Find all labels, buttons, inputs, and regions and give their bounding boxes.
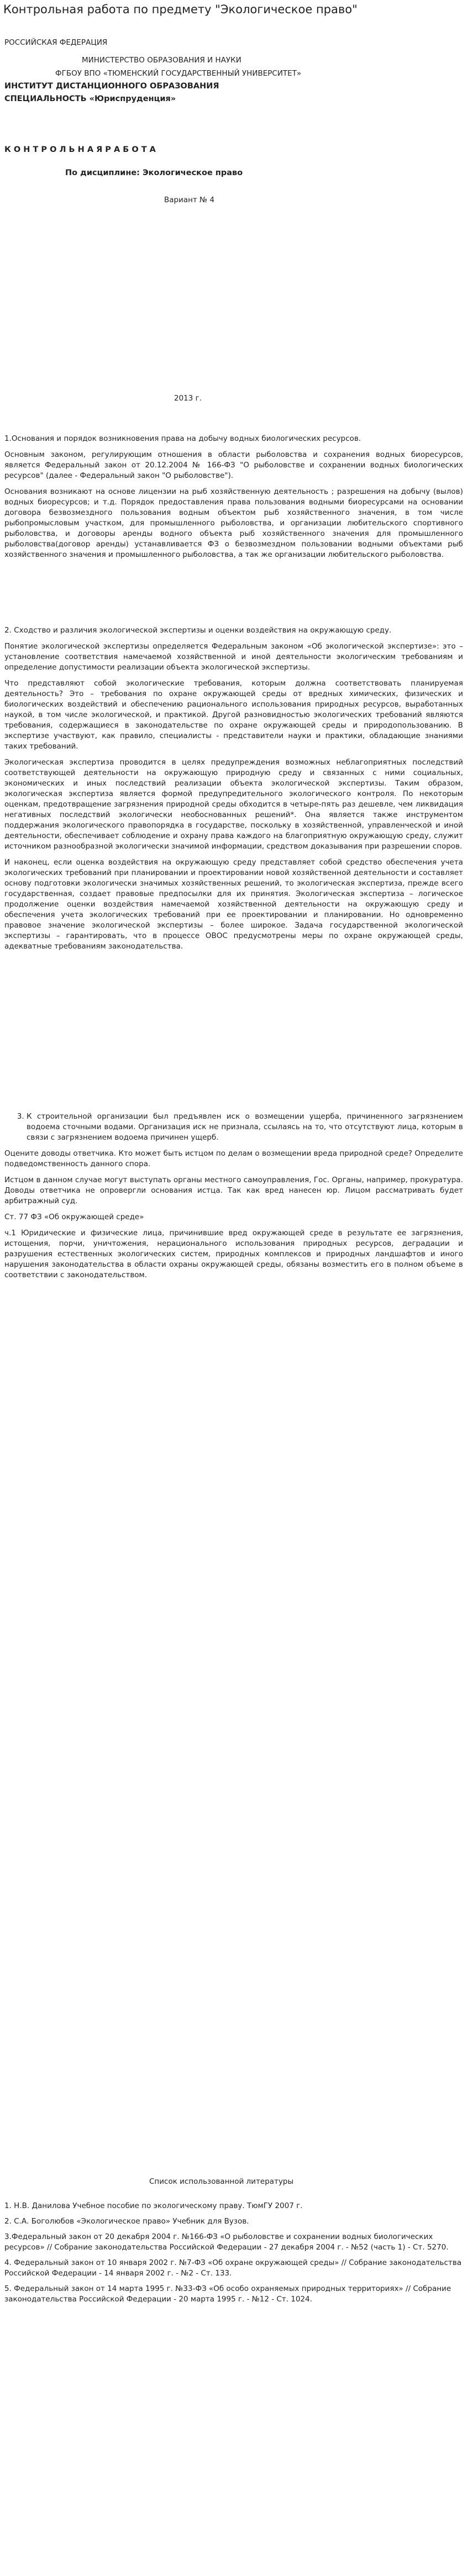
section-2-heading: 2. Сходство и различия экологической экспертизы и оценки воздействия на окружающую среду. xyxy=(4,626,392,635)
section-1-heading: 1.Основания и порядок возникновения права на добычу водных биологических ресурсов. xyxy=(4,434,361,443)
variant-label: Вариант № 4 xyxy=(164,196,215,204)
section-2 xyxy=(4,625,463,957)
article-title: Ст. 77 ФЗ «Об окружающей среде» xyxy=(4,1213,144,1221)
literature-item: 3.Федеральный закон от 20 декабря 2004 г. №166-ФЗ «О рыболовстве и сохранении водных биологических ресурсов» // Собрание законодательства Российской Федерации - 27 декабря 2004 г. - №52 (часть 1) - Ст. 5270. xyxy=(4,2232,449,2252)
literature-list xyxy=(4,2201,463,2310)
section-3 xyxy=(4,1111,463,1286)
literature-item: 5. Федеральный закон от 14 марта 1995 г. №33-ФЗ «Об особо охраняемых природных территориях» // Собрание законодательства Российской Федерации - 20 марта 1995 г. - №12 - Ст. 1024. xyxy=(4,2284,451,2304)
literature-heading: Список использованной литературы xyxy=(149,2177,294,2186)
literature-item: 4. Федеральный закон от 10 января 2002 г. №7-ФЗ «Об охране окружающей среды» // Собрание законодательства Российской Федерации - 14 января 2002 г. - №2 - Ст. 133. xyxy=(4,2258,462,2278)
year-label: 2013 г. xyxy=(174,394,202,403)
section-1-paragraph: Основания возникают на основе лицензии на рыб хозяйственную деятельность ; разрешения на добычу (вылов) водных биоресурсов; и т.д. Порядок предоставления права пользования водными биоресурсами на основании договора безвозмездного пользования водным объектом рыб хозяйственного значения, в том числе рыбопромысловым участком, для промышленного рыболовства, и организации любительского спортивного рыболовства, и договоры аренды водного объекта рыб хозяйственного значения для промышленного рыболовства(договор аренды) устанавливается ФЗ о безвозмездном пользовании водными объектами рыб хозяйственного значения и промышленного рыболовства, а так же организации любительского рыболовства. xyxy=(4,487,463,559)
literature-item: 1. Н.В. Данилова Учебное пособие по экологическому праву. ТюмГУ 2007 г. xyxy=(4,2201,303,2210)
header-institute: ИНСТИТУТ ДИСТАНЦИОННОГО ОБРАЗОВАНИЯ xyxy=(4,82,219,91)
task-list xyxy=(4,1111,463,1143)
header-ministry: МИНИСТЕРСТВО ОБРАЗОВАНИЯ И НАУКИ xyxy=(82,56,241,65)
section-1-paragraph: Основным законом, регулирующим отношения в области рыболовства и сохранения водных биоресурсов, является Федеральный закон от 20.12.2004 № 166-ФЗ "О рыболовстве и сохранении водных биологических ресурсов" (далее - Федеральный закон "О рыболовстве"). xyxy=(4,450,463,480)
literature-item: 2. С.А. Боголюбов «Экологическое право» Учебник для Вузов. xyxy=(4,2217,249,2226)
task-question: Оцените доводы ответчика. Кто может быть истцом по делам о возмещении вреда природной среде? Определите подведомственность данного спора. xyxy=(4,1149,463,1168)
task-text: 3. К строительной организации был предъявлен иск о возмещении ущерба, причиненного загрязнением водоема сточными водами. Организация иск не признала, ссылаясь на то, что отсутствуют лица, которым в связи с загрязнением водоема причинен ущерб. xyxy=(27,1111,463,1143)
section-2-paragraph: Понятие экологической экспертизы определяется Федеральным законом «Об экологической экспертизе»: это – установление соответствия намечаемой хозяйственной и иной деятельности экологическим требованиям и определение допустимости реализации объекта экологической экспертизы. xyxy=(4,642,463,672)
section-1 xyxy=(4,434,463,566)
article-text: ч.1 Юридические и физические лица, причинившие вред окружающей среде в результате ее загрязнения, истощения, порчи, уничтожения, нерационального использования природных ресурсов, деградации и разрушения естественных экологических систем, природных комплексов и природных ландшафтов и иного нарушения законодательства в области охраны окружающей среды, обязаны возместить его в полном объеме в соответствии с законодательством. xyxy=(4,1229,463,1279)
document-title: Контрольная работа по предмету "Экологическое право" xyxy=(3,3,357,16)
task-answer: Истцом в данном случае могут выступать органы местного самоуправления, Гос. Органы, например, прокуратура. Доводы ответчика не опровергли основания истца. Так как вред нанесен юр. Лицом рассматривать будет арбитражный суд. xyxy=(4,1176,463,1205)
discipline-line: По дисциплине: Экологическое право xyxy=(65,168,243,177)
section-2-paragraph: Экологическая экспертиза проводится в целях предупреждения возможных неблагоприятных последствий соответствующей деятельности на окружающую природную среду и связанных с ними социальных, экономических и иных последствий реализации объекта экологической экспертизы. Таким образом, экологическая экспертиза является формой предупредительного экологического контроля. По некоторым оценкам, предотвращение загрязнения природной среды обходится в четыре-пять раз дешевле, чем ликвидация негативных последствий экологически необоснованных решений*. Она является также инструментом поддержания экологического правопорядка в государстве, поскольку в хозяйственной, управленческой и иной деятельности, обеспечивает соблюдение и охрану права каждого на благоприятную окружающую среду, служит источником разнообразной экологически значимой информации, средством доказывания при разрешении споров. xyxy=(4,758,463,851)
section-2-paragraph: Что представляют собой экологические требования, которым должна соответствовать планируемая деятельность? Это – требования по охране окружающей среды от вредных химических, физических и биологических воздействий и обеспечению рационального использования природных ресурсов, выработанных наукой, в том числе экологической, и практикой. Другой разновидностью экологических требований являются требования, содержащиеся в законодательстве по охране окружающей среды и природопользованию. В экспертизе участвуют, как правило, специалисты - представители науки и практики, обладающие знаниями таких требований. xyxy=(4,679,463,751)
work-title: К О Н Т Р О Л Ь Н А Я Р А Б О Т А xyxy=(4,145,156,154)
header-university: ФГБОУ ВПО «ТЮМЕНСКИЙ ГОСУДАРСТВЕННЫЙ УНИВЕРСИТЕТ» xyxy=(55,69,302,78)
header-country: РОССИЙСКАЯ ФЕДЕРАЦИЯ xyxy=(4,38,108,47)
header-specialty: СПЕЦИАЛЬНОСТЬ «Юриспруденция» xyxy=(4,94,176,103)
section-2-paragraph: И наконец, если оценка воздействия на окружающую среду представляет собой средство обеспечения учета экологических требований при планировании и проектировании новой хозяйственной деятельности и составляет основу подготовки экологически значимых хозяйственных решений, то экологическая экспертиза, прежде всего государственная, создает правовые предпосылки для их принятия. Экологическая экспертиза – логическое продолжение оценки воздействия намечаемой хозяйственной деятельности на окружающую среду и обеспечения учета экологических требований при ее проектировании и планировании. Но одновременно правовое значение экологической экспертизы – более широкое. Задача государственной экологической экспертизы – гарантировать, что в процессе ОВОС предусмотрены меры по охране окружающей среды, адекватные требованиям законодательства. xyxy=(4,858,463,951)
